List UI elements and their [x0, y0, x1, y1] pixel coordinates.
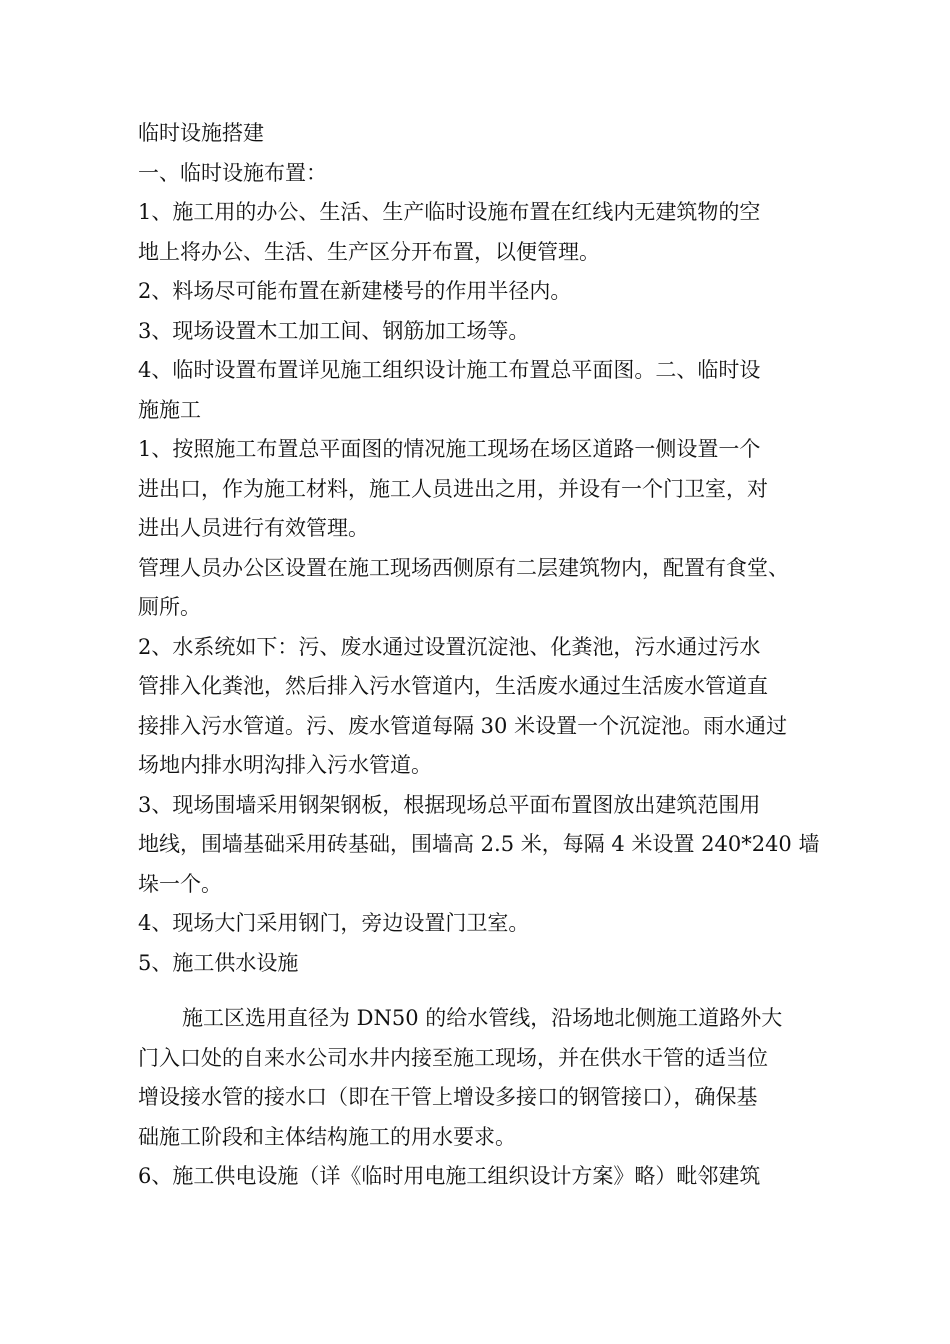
text-line: 垛一个。 [138, 871, 222, 896]
text-line: 3、现场围墙采用钢架钢板，根据现场总平面布置图放出建筑范围用 [138, 792, 761, 817]
text-line: 管理人员办公区设置在施工现场西侧原有二层建筑物内，配置有食堂、 [138, 555, 789, 580]
text-line: 施施工 [138, 397, 201, 422]
paragraph-line: 础施工阶段和主体结构施工的用水要求。 [138, 1124, 516, 1149]
paragraph-line: 门入口处的自来水公司水井内接至施工现场，并在供水干管的适当位 [138, 1045, 768, 1070]
text-line: 管排入化粪池，然后排入污水管道内，生活废水通过生活废水管道直 [138, 674, 768, 698]
paragraph-line: 施工区选用直径为 DN50 的给水管线，沿场地北侧施工道路外大 [182, 1006, 783, 1030]
text-line: 5、施工供水设施 [138, 950, 299, 975]
text-line: 场地内排水明沟排入污水管道。 [138, 753, 432, 777]
text-line-last: 6、施工供电设施（详《临时用电施工组织设计方案》略）毗邻建筑 [138, 1164, 761, 1188]
text-line: 2、料场尽可能布置在新建楼号的作用半径内。 [138, 279, 572, 303]
document-body [138, 114, 823, 1197]
document-title: 临时设施搭建 [138, 121, 264, 145]
text-line: 1、施工用的办公、生活、生产临时设施布置在红线内无建筑物的空 [138, 200, 761, 224]
paragraph-line: 增设接水管的接水口（即在干管上增设多接口的钢管接口），确保基 [138, 1085, 758, 1109]
text-line: 1、按照施工布置总平面图的情况施工现场在场区道路一侧设置一个 [138, 437, 761, 461]
text-line: 进出口，作为施工材料，施工人员进出之用，并设有一个门卫室，对 [138, 476, 768, 501]
text-line: 地上将办公、生活、生产区分开布置，以便管理。 [138, 239, 600, 264]
text-line: 2、水系统如下：污、废水通过设置沉淀池、化粪池，污水通过污水 [138, 634, 761, 659]
text-line: 3、现场设置木工加工间、钢筋加工场等。 [138, 318, 530, 343]
section-heading: 一、临时设施布置： [138, 160, 327, 185]
text-line: 地线，围墙基础采用砖基础，围墙高 2.5 米，每隔 4 米设置 240*240 墙 [138, 832, 820, 856]
paragraph-gap [138, 983, 823, 999]
text-line: 4、临时设置布置详见施工组织设计施工布置总平面图。二、临时设 [138, 358, 761, 382]
text-line: 进出人员进行有效管理。 [138, 516, 369, 540]
text-line: 4、现场大门采用钢门，旁边设置门卫室。 [138, 911, 530, 935]
text-line: 厕所。 [138, 595, 201, 619]
text-line: 接排入污水管道。污、废水管道每隔 30 米设置一个沉淀池。雨水通过 [138, 713, 788, 738]
